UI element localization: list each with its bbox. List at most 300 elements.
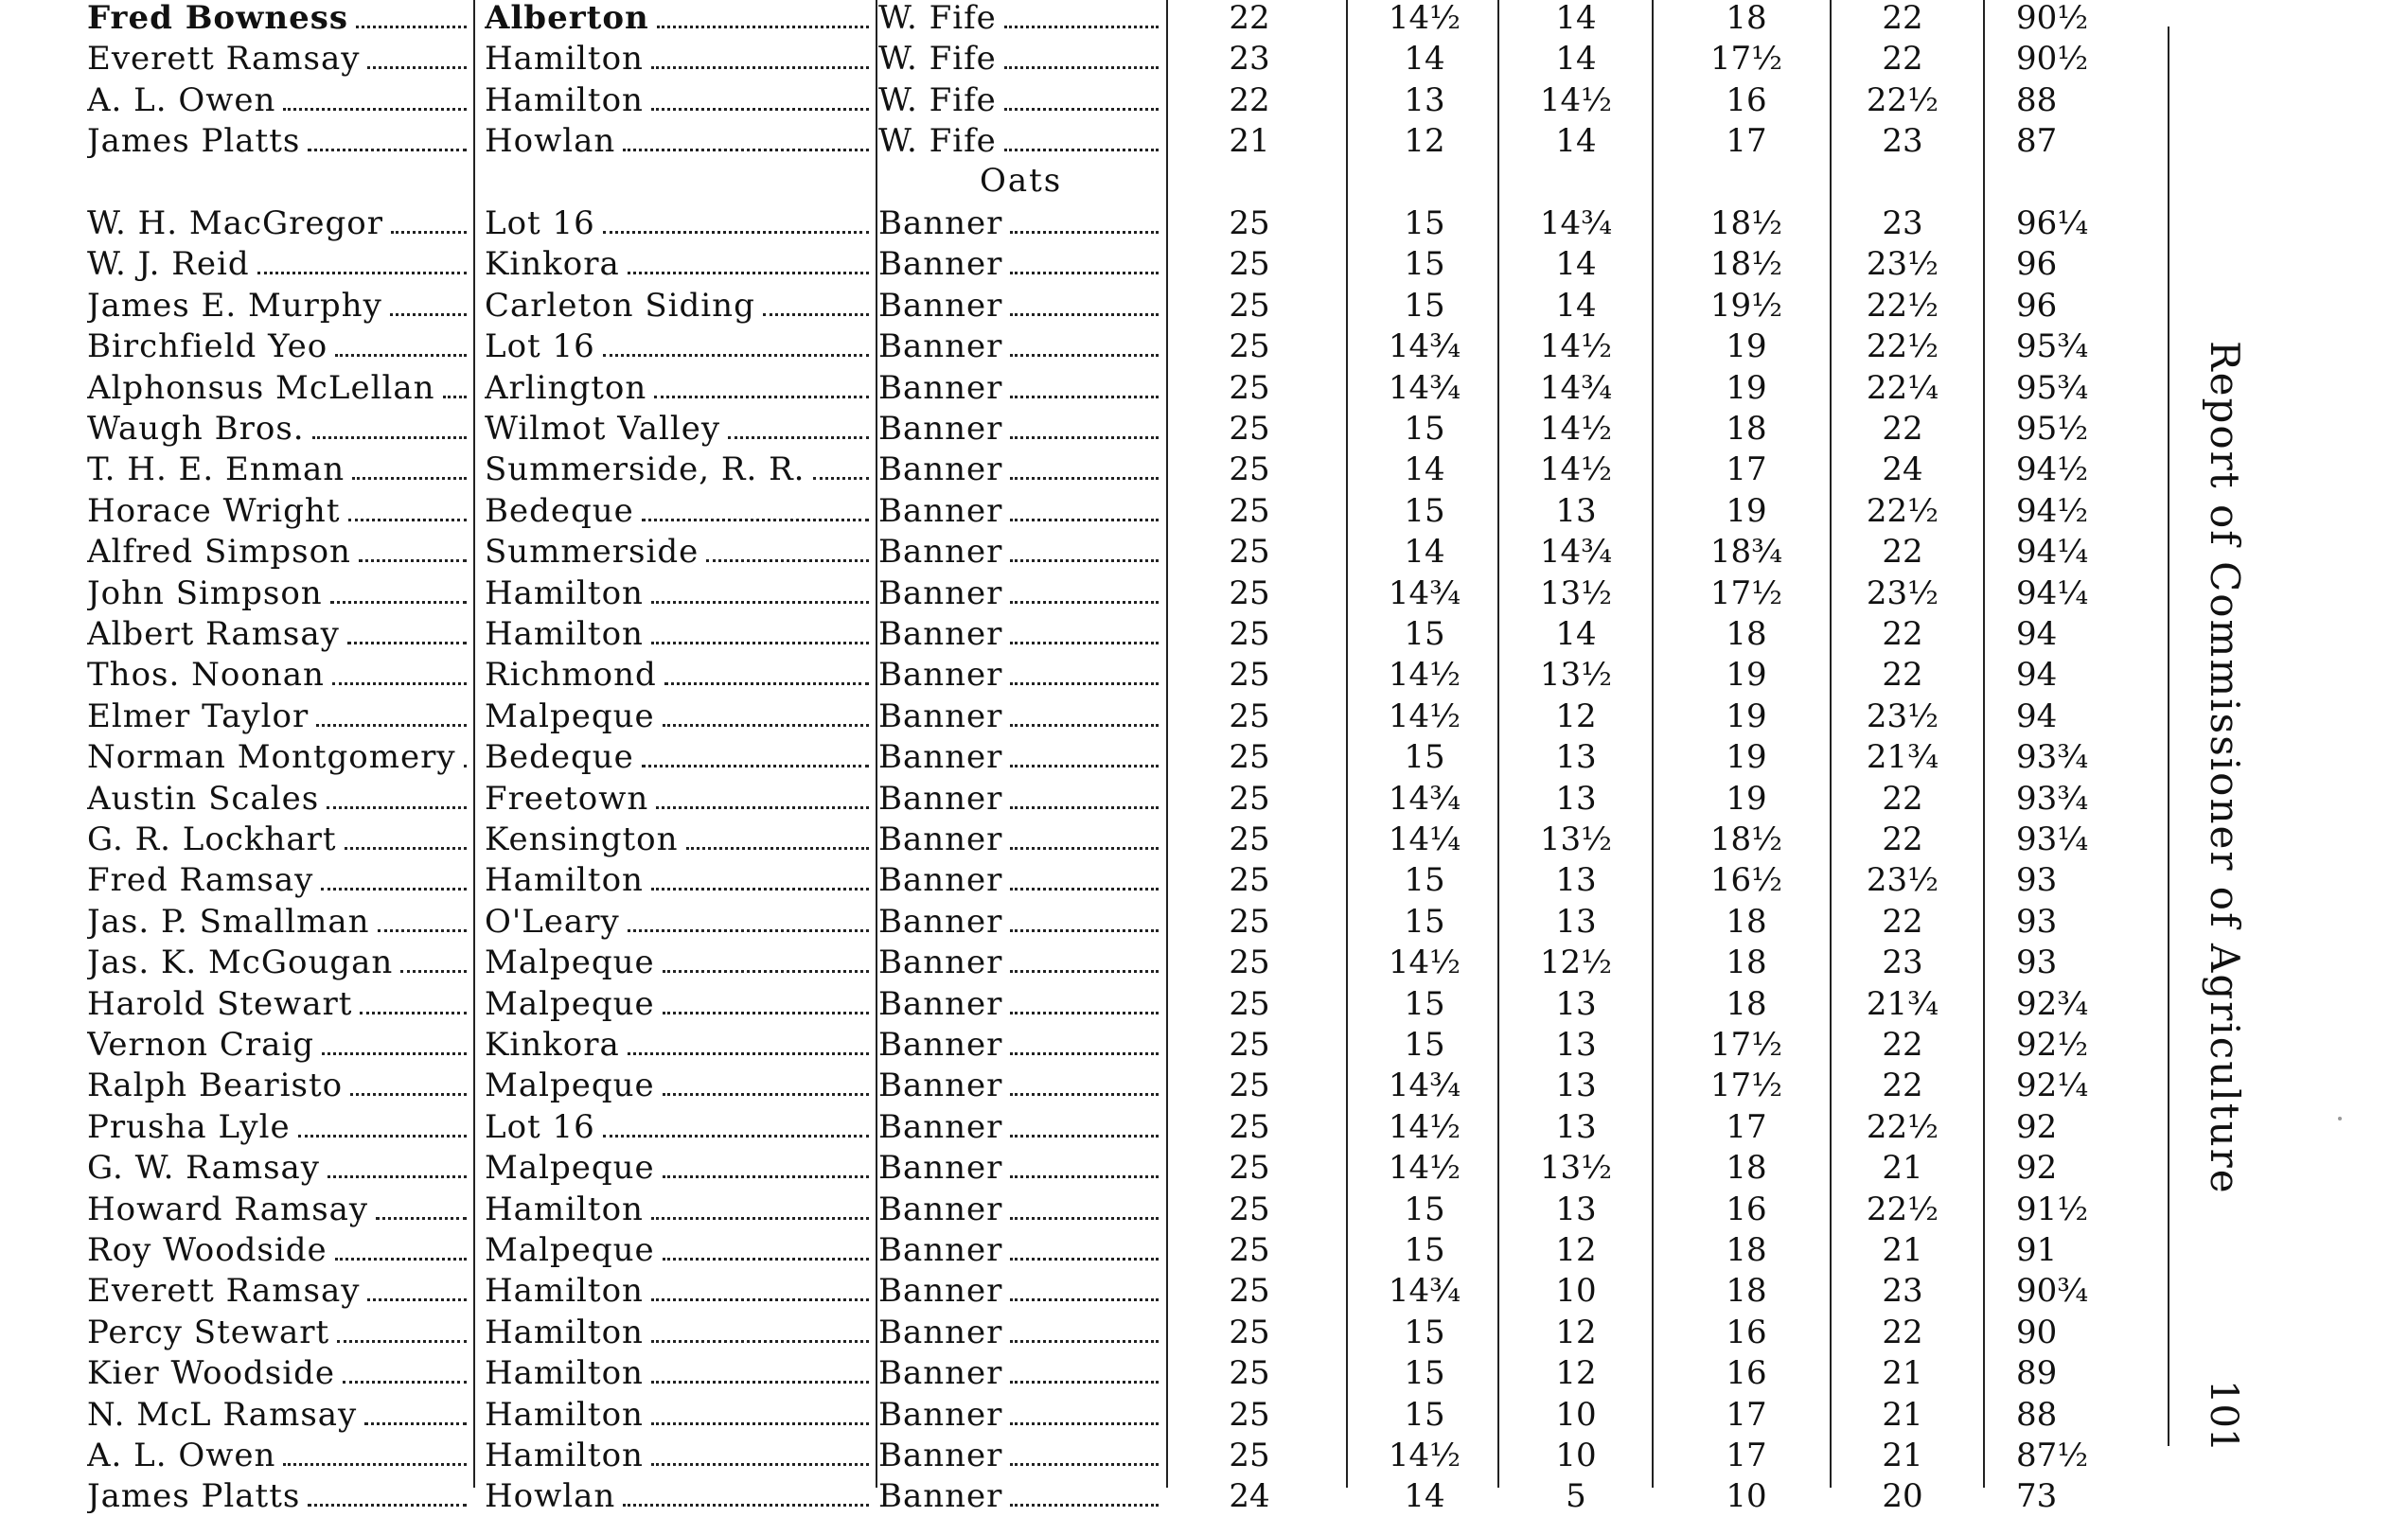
cell-name bbox=[87, 1313, 470, 1353]
cell-variety bbox=[878, 1476, 1162, 1517]
cell-c1: 25 bbox=[1229, 1313, 1270, 1351]
cell-c3: 14 bbox=[1555, 40, 1597, 79]
dot-leader bbox=[1010, 435, 1159, 439]
dot-leader bbox=[686, 846, 869, 850]
cell-c4: 18 bbox=[1726, 0, 1767, 37]
place-text: Malpeque bbox=[485, 1067, 655, 1105]
table-row bbox=[0, 368, 2168, 409]
variety-text: Banner bbox=[878, 1107, 1003, 1146]
cell-c5: 21¾ bbox=[1866, 738, 1939, 777]
cell-name bbox=[87, 1353, 470, 1394]
cell-c4: 18½ bbox=[1709, 204, 1783, 242]
cell-variety bbox=[878, 1148, 1162, 1189]
cell-name bbox=[87, 860, 470, 901]
running-title-text: Report of Commissioner of Agriculture bbox=[2202, 341, 2248, 1195]
cell-total: 94½ bbox=[2016, 450, 2089, 489]
cell-name bbox=[87, 943, 470, 983]
cell-c5: 22 bbox=[1882, 779, 1923, 818]
cell-place bbox=[485, 450, 873, 490]
cell-c2: 14 bbox=[1404, 1477, 1445, 1516]
cell-variety bbox=[878, 286, 1162, 326]
cell-c2: 14¾ bbox=[1388, 779, 1461, 818]
cell-variety bbox=[878, 860, 1162, 901]
cell-variety bbox=[878, 1313, 1162, 1353]
cell-c5: 22½ bbox=[1866, 327, 1939, 366]
cell-c4: 18 bbox=[1726, 984, 1767, 1023]
cell-c4: 17 bbox=[1726, 450, 1767, 489]
place-text: Arlington bbox=[485, 368, 647, 407]
dot-leader bbox=[1010, 1011, 1159, 1014]
place-text: Alberton bbox=[485, 0, 649, 37]
dot-leader bbox=[312, 435, 467, 439]
cell-c1: 25 bbox=[1229, 1067, 1270, 1105]
variety-text: Banner bbox=[878, 1354, 1003, 1393]
dot-leader bbox=[337, 1339, 467, 1343]
cell-c3: 14¾ bbox=[1539, 204, 1613, 242]
dot-leader bbox=[663, 1174, 869, 1178]
cell-name bbox=[87, 326, 470, 367]
cell-c2: 15 bbox=[1404, 984, 1445, 1023]
dot-leader bbox=[400, 969, 467, 973]
cell-c3: 14¾ bbox=[1539, 368, 1613, 407]
table-row bbox=[0, 532, 2168, 573]
cell-c5: 23½ bbox=[1866, 861, 1939, 900]
variety-text: Banner bbox=[878, 450, 1003, 489]
cell-c5: 21 bbox=[1882, 1231, 1923, 1269]
cell-name bbox=[87, 203, 470, 244]
place-text: Lot 16 bbox=[485, 327, 595, 366]
place-text: Kinkora bbox=[485, 1026, 620, 1064]
dot-leader bbox=[651, 1380, 869, 1384]
cell-c2: 14¾ bbox=[1388, 368, 1461, 407]
cell-c2: 15 bbox=[1404, 1313, 1445, 1351]
cell-c1: 25 bbox=[1229, 1272, 1270, 1311]
name-text: Roy Woodside bbox=[87, 1231, 328, 1269]
cell-c3: 12 bbox=[1555, 697, 1597, 735]
name-text: Everett Ramsay bbox=[87, 1272, 361, 1311]
cell-c2: 15 bbox=[1404, 615, 1445, 653]
cell-variety bbox=[878, 80, 1162, 121]
cell-c3: 10 bbox=[1555, 1395, 1597, 1434]
name-text: Elmer Taylor bbox=[87, 697, 310, 735]
cell-c5: 23 bbox=[1882, 944, 1923, 982]
dot-leader bbox=[663, 723, 869, 727]
cell-total: 92 bbox=[2016, 1107, 2058, 1146]
cell-c3: 13 bbox=[1555, 1067, 1597, 1105]
variety-text: Banner bbox=[878, 944, 1003, 982]
variety-text: Banner bbox=[878, 779, 1003, 818]
dot-leader bbox=[1010, 1503, 1159, 1507]
cell-place bbox=[485, 326, 873, 367]
cell-name bbox=[87, 1395, 470, 1436]
cell-total: 88 bbox=[2016, 80, 2058, 119]
place-text: Summerside, R. R. bbox=[485, 450, 806, 489]
cell-c2: 14 bbox=[1404, 40, 1445, 79]
cell-c4: 19½ bbox=[1709, 286, 1783, 325]
cell-c3: 13½ bbox=[1539, 1149, 1613, 1188]
cell-c2: 15 bbox=[1404, 286, 1445, 325]
dot-leader bbox=[651, 1216, 869, 1220]
dot-leader bbox=[1010, 846, 1159, 850]
cell-c1: 25 bbox=[1229, 615, 1270, 653]
cell-c4: 18 bbox=[1726, 944, 1767, 982]
dot-leader bbox=[628, 1051, 869, 1055]
cell-c5: 23½ bbox=[1866, 573, 1939, 612]
cell-c4: 19 bbox=[1726, 697, 1767, 735]
place-text: Malpeque bbox=[485, 697, 655, 735]
cell-c1: 25 bbox=[1229, 779, 1270, 818]
cell-total: 90½ bbox=[2016, 40, 2089, 79]
place-text: Hamilton bbox=[485, 1313, 644, 1351]
table-row bbox=[0, 1025, 2168, 1066]
cell-c1: 25 bbox=[1229, 410, 1270, 448]
table-row bbox=[0, 1230, 2168, 1271]
dot-leader bbox=[345, 846, 467, 850]
cell-total: 91 bbox=[2016, 1231, 2058, 1269]
place-text: Freetown bbox=[485, 779, 649, 818]
cell-variety bbox=[878, 244, 1162, 285]
margin-rule bbox=[2168, 26, 2169, 1446]
cell-c5: 23½ bbox=[1866, 697, 1939, 735]
table-row bbox=[0, 0, 2168, 39]
cell-place bbox=[485, 409, 873, 450]
cell-c1: 25 bbox=[1229, 327, 1270, 366]
variety-text: Banner bbox=[878, 1272, 1003, 1311]
cell-variety bbox=[878, 1271, 1162, 1312]
cell-c5: 22 bbox=[1882, 410, 1923, 448]
cell-c5: 22½ bbox=[1866, 80, 1939, 119]
dot-leader bbox=[651, 887, 869, 891]
place-text: Bedeque bbox=[485, 491, 634, 530]
name-text: Jas. K. McGougan bbox=[87, 944, 394, 982]
name-text: A. L. Owen bbox=[87, 1437, 276, 1474]
place-text: Hamilton bbox=[485, 80, 644, 119]
cell-variety bbox=[878, 1395, 1162, 1436]
dot-leader bbox=[651, 1297, 869, 1301]
cell-place bbox=[485, 737, 873, 778]
dot-leader bbox=[813, 476, 870, 480]
cell-c3: 12 bbox=[1555, 1231, 1597, 1269]
cell-c2: 15 bbox=[1404, 1231, 1445, 1269]
cell-name bbox=[87, 532, 470, 573]
place-text: Hamilton bbox=[485, 1437, 644, 1474]
name-text: Howard Ramsay bbox=[87, 1190, 369, 1228]
place-text: Bedeque bbox=[485, 738, 634, 777]
dot-leader bbox=[350, 1092, 467, 1096]
variety-text: Banner bbox=[878, 1437, 1003, 1474]
cell-c3: 14¾ bbox=[1539, 533, 1613, 572]
cell-c2: 15 bbox=[1404, 1026, 1445, 1064]
cell-c4: 18½ bbox=[1709, 245, 1783, 284]
dot-leader bbox=[651, 1421, 869, 1425]
cell-c2: 15 bbox=[1404, 410, 1445, 448]
section-label-oats: Oats bbox=[980, 162, 1063, 200]
cell-c1: 25 bbox=[1229, 944, 1270, 982]
cell-place bbox=[485, 1476, 873, 1517]
cell-variety bbox=[878, 1025, 1162, 1066]
cell-total: 89 bbox=[2016, 1354, 2058, 1393]
table-row bbox=[0, 121, 2168, 162]
cell-name bbox=[87, 409, 470, 450]
cell-c1: 25 bbox=[1229, 1231, 1270, 1269]
cell-c5: 22 bbox=[1882, 1026, 1923, 1064]
dot-leader bbox=[1010, 353, 1159, 357]
cell-c2: 14 bbox=[1404, 450, 1445, 489]
cell-c1: 25 bbox=[1229, 1190, 1270, 1228]
dot-leader bbox=[1010, 1257, 1159, 1261]
cell-name bbox=[87, 984, 470, 1025]
name-text: Waugh Bros. bbox=[87, 410, 305, 448]
dot-leader bbox=[1010, 1092, 1159, 1096]
name-text: Austin Scales bbox=[87, 779, 320, 818]
cell-name bbox=[87, 573, 470, 614]
name-text: Birchfield Yeo bbox=[87, 327, 328, 366]
cell-c1: 25 bbox=[1229, 204, 1270, 242]
dot-leader bbox=[322, 1051, 467, 1055]
variety-text: Banner bbox=[878, 245, 1003, 284]
table-row bbox=[0, 244, 2168, 285]
cell-c1: 25 bbox=[1229, 1107, 1270, 1146]
cell-variety bbox=[878, 737, 1162, 778]
table-row bbox=[0, 1148, 2168, 1189]
cell-c5: 22½ bbox=[1866, 491, 1939, 530]
dot-leader bbox=[1010, 1421, 1159, 1425]
cell-place bbox=[485, 491, 873, 532]
dot-leader bbox=[390, 312, 467, 316]
dot-leader bbox=[359, 558, 467, 562]
cell-variety bbox=[878, 943, 1162, 983]
cell-c2: 13 bbox=[1404, 80, 1445, 119]
place-text: Malpeque bbox=[485, 1149, 655, 1188]
cell-place bbox=[485, 984, 873, 1025]
cell-variety bbox=[878, 368, 1162, 409]
cell-place bbox=[485, 368, 873, 409]
cell-c1: 25 bbox=[1229, 1437, 1270, 1474]
cell-c4: 19 bbox=[1726, 779, 1767, 818]
variety-text: W. Fife bbox=[878, 122, 997, 161]
cell-c5: 21¾ bbox=[1866, 984, 1939, 1023]
cell-c3: 13 bbox=[1555, 779, 1597, 818]
cell-total: 96 bbox=[2016, 245, 2058, 284]
cell-name bbox=[87, 1476, 470, 1517]
name-text: Percy Stewart bbox=[87, 1313, 330, 1351]
variety-text: Banner bbox=[878, 1026, 1003, 1064]
cell-c2: 14 bbox=[1404, 533, 1445, 572]
cell-c1: 25 bbox=[1229, 491, 1270, 530]
cell-place bbox=[485, 943, 873, 983]
cell-name bbox=[87, 697, 470, 737]
dot-leader bbox=[1010, 312, 1159, 316]
cell-variety bbox=[878, 1190, 1162, 1230]
table-row bbox=[0, 286, 2168, 326]
cell-name bbox=[87, 1271, 470, 1312]
name-text: Ralph Bearisto bbox=[87, 1067, 344, 1105]
table-row bbox=[0, 779, 2168, 820]
dot-leader bbox=[651, 600, 869, 604]
cell-c3: 10 bbox=[1555, 1272, 1597, 1311]
dot-leader bbox=[657, 25, 869, 28]
cell-c3: 13 bbox=[1555, 738, 1597, 777]
cell-c5: 21 bbox=[1882, 1437, 1923, 1474]
place-text: Lot 16 bbox=[485, 204, 595, 242]
cell-c1: 25 bbox=[1229, 368, 1270, 407]
cell-c5: 22 bbox=[1882, 0, 1923, 37]
cell-total: 93 bbox=[2016, 861, 2058, 900]
dot-leader bbox=[651, 1339, 869, 1343]
cell-c5: 22 bbox=[1882, 533, 1923, 572]
table-row bbox=[0, 1313, 2168, 1353]
cell-c4: 18 bbox=[1726, 1149, 1767, 1188]
cell-place bbox=[485, 203, 873, 244]
dot-leader bbox=[1010, 1216, 1159, 1220]
dot-leader bbox=[763, 312, 869, 316]
dot-leader bbox=[327, 805, 467, 809]
place-text: Hamilton bbox=[485, 615, 644, 653]
dot-leader bbox=[1010, 805, 1159, 809]
dot-leader bbox=[1010, 928, 1159, 932]
dot-leader bbox=[1010, 764, 1159, 767]
cell-name bbox=[87, 902, 470, 943]
place-text: Malpeque bbox=[485, 984, 655, 1023]
cell-c5: 22¼ bbox=[1866, 368, 1939, 407]
dot-leader bbox=[335, 353, 467, 357]
variety-text: Banner bbox=[878, 902, 1003, 941]
cell-c2: 15 bbox=[1404, 1354, 1445, 1393]
cell-c3: 13 bbox=[1555, 1107, 1597, 1146]
cell-c3: 14 bbox=[1555, 286, 1597, 325]
name-text: Fred Bowness bbox=[87, 0, 349, 37]
dot-leader bbox=[1010, 1339, 1159, 1343]
dot-leader bbox=[1010, 887, 1159, 891]
name-text: Prusha Lyle bbox=[87, 1107, 291, 1146]
dot-leader bbox=[298, 1134, 467, 1138]
dot-leader bbox=[663, 1011, 869, 1014]
cell-c1: 25 bbox=[1229, 656, 1270, 695]
name-text: N. McL Ramsay bbox=[87, 1395, 358, 1434]
cell-c3: 13 bbox=[1555, 861, 1597, 900]
cell-name bbox=[87, 368, 470, 409]
variety-text: Banner bbox=[878, 1477, 1003, 1516]
place-text: Hamilton bbox=[485, 40, 644, 79]
cell-c2: 12 bbox=[1404, 122, 1445, 161]
cell-c4: 19 bbox=[1726, 368, 1767, 407]
dot-leader bbox=[1010, 969, 1159, 973]
table-row bbox=[0, 1066, 2168, 1106]
cell-total: 93¾ bbox=[2016, 779, 2089, 818]
variety-text: W. Fife bbox=[878, 40, 997, 79]
cell-c2: 14¼ bbox=[1388, 820, 1461, 858]
cell-variety bbox=[878, 39, 1162, 79]
table-row bbox=[0, 1436, 2168, 1476]
cell-total: 94 bbox=[2016, 615, 2058, 653]
cell-c5: 23½ bbox=[1866, 245, 1939, 284]
cell-c1: 25 bbox=[1229, 1026, 1270, 1064]
cell-c4: 16 bbox=[1726, 80, 1767, 119]
cell-c1: 25 bbox=[1229, 245, 1270, 284]
dot-leader bbox=[1010, 271, 1159, 274]
cell-total: 96¼ bbox=[2016, 204, 2089, 242]
table-row bbox=[0, 39, 2168, 79]
table-row bbox=[0, 203, 2168, 244]
cell-total: 95¾ bbox=[2016, 368, 2089, 407]
name-text: Alphonsus McLellan bbox=[87, 368, 435, 407]
dot-leader bbox=[1010, 1174, 1159, 1178]
cell-place bbox=[485, 1066, 873, 1106]
cell-c1: 25 bbox=[1229, 1395, 1270, 1434]
dot-leader bbox=[308, 148, 467, 151]
cell-c2: 15 bbox=[1404, 902, 1445, 941]
dot-leader bbox=[257, 271, 467, 274]
dot-leader bbox=[651, 65, 869, 69]
dot-leader bbox=[283, 1462, 467, 1466]
dot-leader bbox=[391, 230, 467, 234]
name-text: John Simpson bbox=[87, 573, 323, 612]
cell-total: 94 bbox=[2016, 656, 2058, 695]
cell-total: 95¾ bbox=[2016, 327, 2089, 366]
cell-place bbox=[485, 1353, 873, 1394]
name-text: James E. Murphy bbox=[87, 286, 382, 325]
cell-place bbox=[485, 532, 873, 573]
cell-c4: 17½ bbox=[1709, 1067, 1783, 1105]
dot-leader bbox=[308, 1503, 467, 1507]
dot-leader bbox=[328, 1174, 467, 1178]
table-row bbox=[0, 409, 2168, 450]
cell-place bbox=[485, 860, 873, 901]
dot-leader bbox=[343, 1380, 467, 1384]
dot-leader bbox=[663, 969, 869, 973]
cell-place bbox=[485, 1148, 873, 1189]
cell-variety bbox=[878, 203, 1162, 244]
cell-place bbox=[485, 820, 873, 860]
cell-name bbox=[87, 39, 470, 79]
cell-c3: 5 bbox=[1566, 1477, 1586, 1516]
place-text: Hamilton bbox=[485, 1395, 644, 1434]
cell-c1: 24 bbox=[1229, 1477, 1270, 1516]
cell-c3: 13 bbox=[1555, 1026, 1597, 1064]
dot-leader bbox=[348, 518, 468, 521]
cell-variety bbox=[878, 409, 1162, 450]
cell-place bbox=[485, 1190, 873, 1230]
name-text: Jas. P. Smallman bbox=[87, 902, 370, 941]
cell-c4: 18½ bbox=[1709, 820, 1783, 858]
dot-leader bbox=[654, 395, 869, 398]
cell-variety bbox=[878, 655, 1162, 696]
name-text: Fred Ramsay bbox=[87, 861, 314, 900]
cell-total: 92 bbox=[2016, 1149, 2058, 1188]
cell-c5: 22½ bbox=[1866, 286, 1939, 325]
cell-total: 90½ bbox=[2016, 0, 2089, 37]
cell-total: 90 bbox=[2016, 1313, 2058, 1351]
cell-c2: 14½ bbox=[1388, 0, 1461, 37]
dot-leader bbox=[1010, 558, 1159, 562]
cell-c4: 16 bbox=[1726, 1354, 1767, 1393]
cell-place bbox=[485, 1230, 873, 1271]
cell-total: 94¼ bbox=[2016, 533, 2089, 572]
cell-place bbox=[485, 244, 873, 285]
dot-leader bbox=[728, 435, 869, 439]
cell-variety bbox=[878, 779, 1162, 820]
place-text: Kinkora bbox=[485, 245, 620, 284]
cell-c3: 12½ bbox=[1539, 944, 1613, 982]
table-row bbox=[0, 1395, 2168, 1436]
cell-name bbox=[87, 1190, 470, 1230]
cell-c3: 12 bbox=[1555, 1354, 1597, 1393]
dot-leader bbox=[642, 518, 869, 521]
cell-c2: 15 bbox=[1404, 738, 1445, 777]
dot-leader bbox=[1004, 65, 1159, 69]
dot-leader bbox=[651, 641, 869, 644]
cell-name bbox=[87, 1107, 470, 1148]
